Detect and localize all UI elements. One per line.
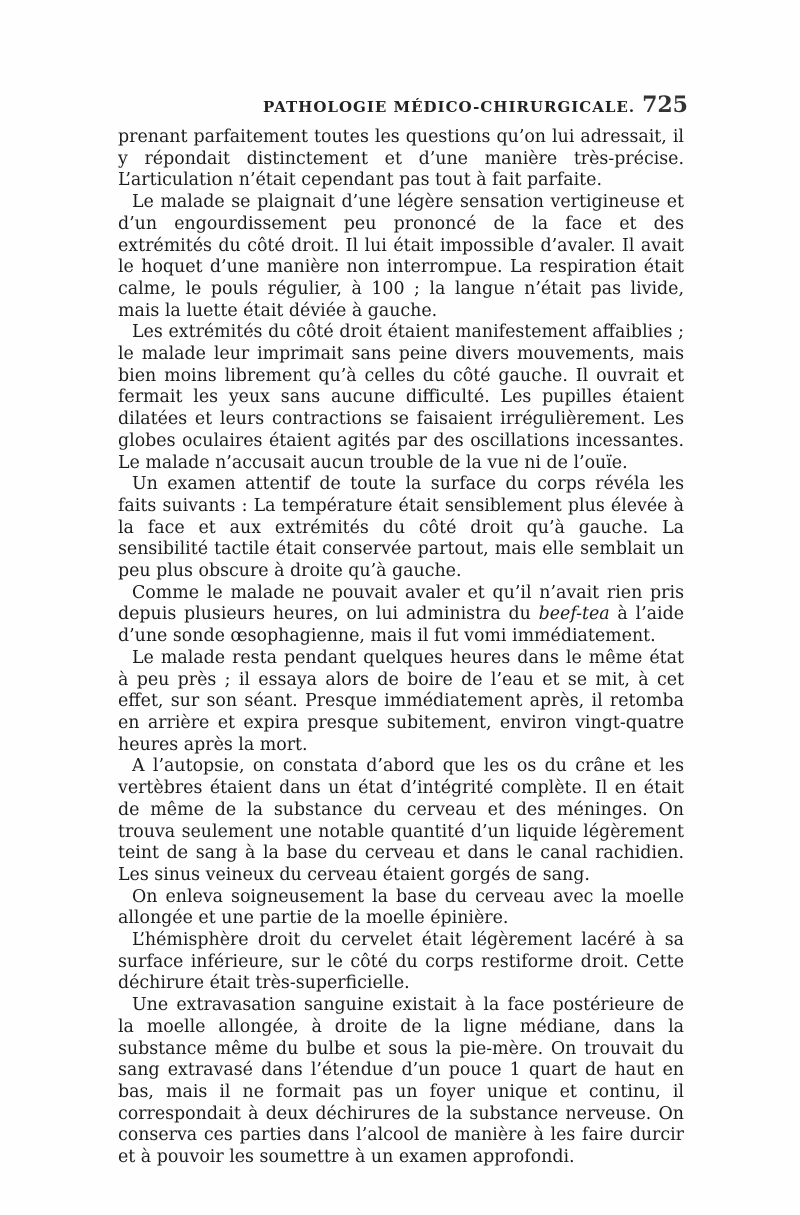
page-number: 725 xyxy=(642,92,688,118)
paragraph: Le malade resta pendant quelques heures dans le même état à peu près ; il essaya alors de boire de l’eau et se mit, à cet effet, sur son séant. Presque immédiatement après, il retomba en arrière et expira presque subitement, environ vingt-quatre heures après la mort. xyxy=(118,647,684,755)
paragraph: Un examen attentif de toute la surface du corps révéla les faits suivants : La température était sensiblement plus élevée à la face et aux extrémités du côté droit qu’à gauche. La sensibilité tactile était conservée partout, mais elle semblait un peu plus obscure à droite qu’à gauche. xyxy=(118,474,684,582)
paragraph: Les extrémités du côté droit étaient manifestement affaiblies ; le malade leur imprimait sans peine divers mouvements, mais bien moins librement qu’à celles du côté gauche. Il ouvrait et fermait les yeux sans aucune difficulté. Les pupilles étaient dilatées et leurs contractions se faisaient irrégulièrement. Les globes oculaires étaient agités par des oscillations incessantes. Le malade n’accusait aucun trouble de la vue ni de l’ouïe. xyxy=(118,322,684,473)
italic-term: beef-tea xyxy=(538,604,610,625)
paragraph: A l’autopsie, on constata d’abord que les os du crâne et les vertèbres étaient dans un état d’intégrité complète. Il en était de même de la substance du cerveau et des méninges. On trouva seulement une notable quantité d’un liquide légèrement teint de sang à la base du cerveau et dans le canal rachidien. Les sinus veineux du cerveau étaient gorgés de sang. xyxy=(118,756,684,885)
paragraph: Le malade se plaignait d’une légère sensation vertigineuse et d’un engourdissement peu prononcé de la face et des extrémités du côté droit. Il lui était impossible d’avaler. Il avait le hoquet d’une manière non interrompue. La respiration était calme, le pouls régulier, à 100 ; la langue n’était pas livide, mais la luette était déviée à gauche. xyxy=(118,192,684,321)
paragraph: prenant parfaitement toutes les questions qu’on lui adressait, il y répondait distinctement et d’une manière très-précise. L’articulation n’était cependant pas tout à fait parfaite. xyxy=(118,127,684,191)
paragraph: Comme le malade ne pouvait avaler et qu’il n’avait rien pris depuis plusieurs heures, on lui administra du beef-tea à l’aide d’une sonde œsophagienne, mais il fut vomi immédiatement. xyxy=(118,582,684,647)
paragraph: Une extravasation sanguine existait à la face postérieure de la moelle allongée, à droite de la ligne médiane, dans la substance même du bulbe et sous la pie-mère. On trouvait du sang extravasé dans l’étendue d’un pouce 1 quart de haut en bas, mais il ne formait pas un foyer unique et continu, il correspondait à deux déchirures de la substance nerveuse. On conserva ces parties dans l’alcool de manière à les faire durcir et à pouvoir les soumettre à un examen approfondi. xyxy=(118,995,684,1168)
paragraph: L’hémisphère droit du cervelet était légèrement lacéré à sa surface inférieure, sur le côté du corps restiforme droit. Cette déchirure était très-superficielle. xyxy=(118,930,684,994)
paragraph: On enleva soigneusement la base du cerveau avec la moelle allongée et une partie de la moelle épinière. xyxy=(118,886,684,929)
page-header xyxy=(118,92,688,122)
running-head: PATHOLOGIE MÉDICO-CHIRURGICALE. xyxy=(263,98,636,116)
body-text xyxy=(118,127,684,1169)
